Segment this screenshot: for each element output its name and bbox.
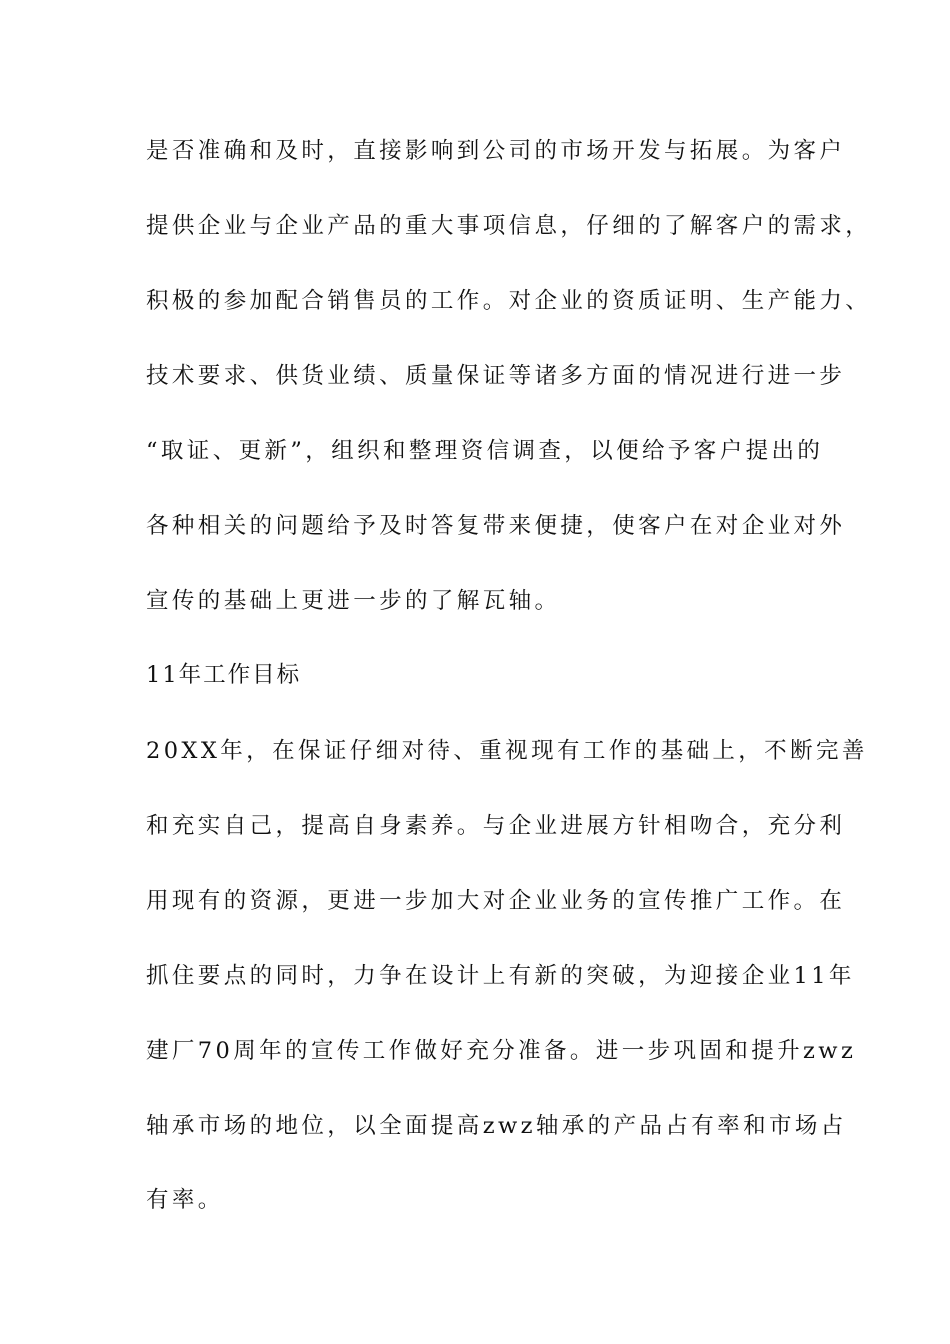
- paragraph-2-line-3: 用现有的资源，更进一步加大对企业业务的宣传推广工作。在: [146, 888, 846, 914]
- paragraph-2-line-7: 有率。: [146, 1187, 224, 1213]
- paragraph-1-line-5: “取证、更新”，组织和整理资信调查，以便给予客户提出的: [146, 438, 824, 464]
- paragraph-1-line-4: 技术要求、供货业绩、质量保证等诸多方面的情况进行进一步: [146, 363, 846, 389]
- paragraph-2-line-2: 和充实自己，提高自身素养。与企业进展方针相吻合，充分利: [146, 813, 846, 839]
- paragraph-1-line-7: 宣传的基础上更进一步的了解瓦轴。: [146, 588, 561, 614]
- paragraph-1-line-1: 是否准确和及时，直接影响到公司的市场开发与拓展。为客户: [146, 138, 846, 164]
- paragraph-2-line-5: 建厂70周年的宣传工作做好充分准备。进一步巩固和提升zwz: [146, 1038, 857, 1064]
- paragraph-2-line-6: 轴承市场的地位，以全面提高zwz轴承的产品占有率和市场占: [146, 1113, 847, 1139]
- paragraph-2-line-4: 抓住要点的同时，力争在设计上有新的突破，为迎接企业11年: [146, 963, 855, 989]
- paragraph-1-line-3: 积极的参加配合销售员的工作。对企业的资质证明、生产能力、: [146, 288, 872, 314]
- paragraph-1-line-6: 各种相关的问题给予及时答复带来便捷，使客户在对企业对外: [146, 513, 846, 539]
- section-heading: 11年工作目标: [146, 662, 302, 688]
- paragraph-1-line-2: 提供企业与企业产品的重大事项信息，仔细的了解客户的需求，: [146, 213, 872, 239]
- paragraph-2-line-1: 20XX年，在保证仔细对待、重视现有工作的基础上，不断完善: [146, 738, 868, 764]
